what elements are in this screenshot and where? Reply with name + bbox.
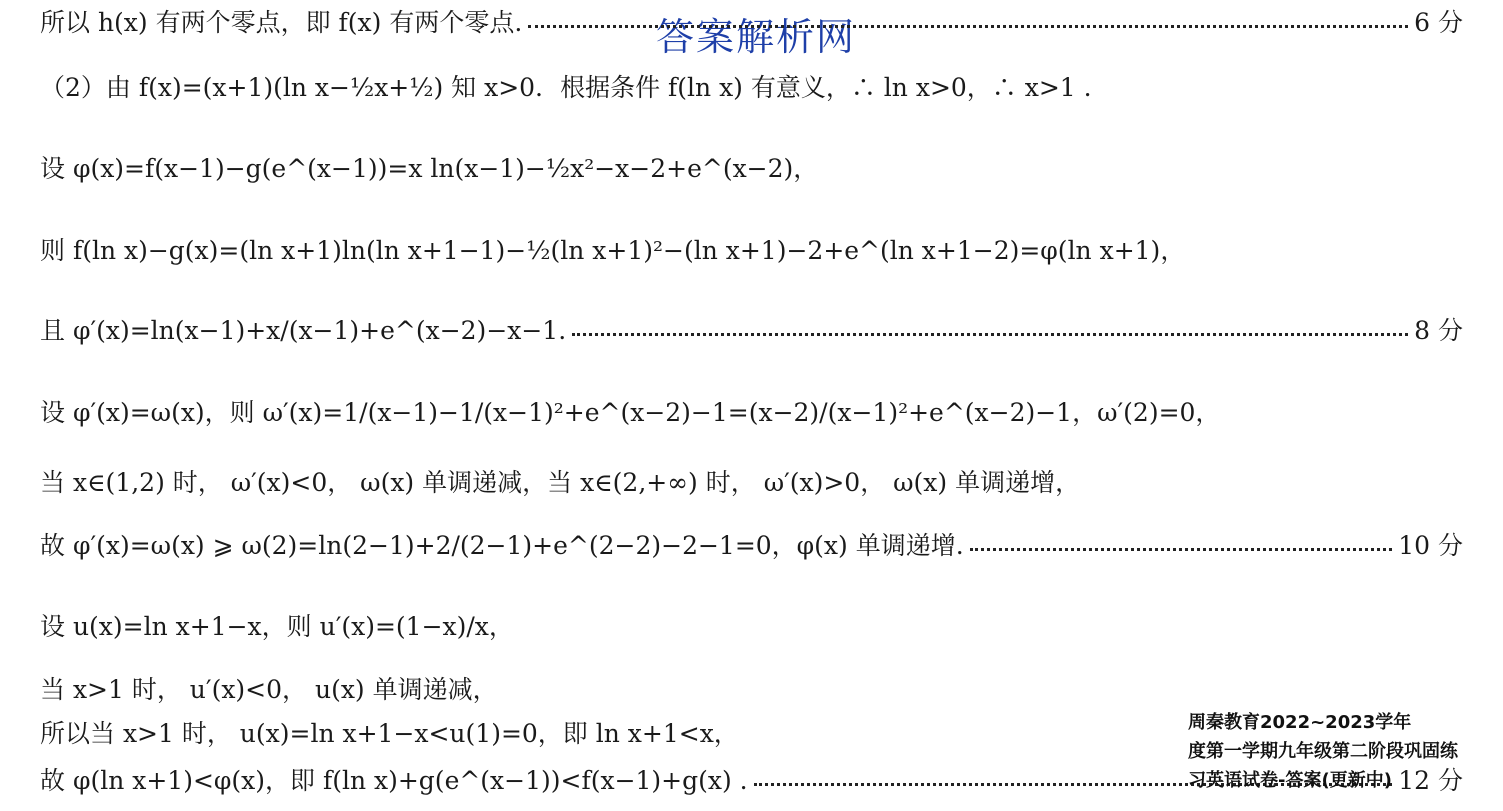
solution-line-10 [40, 677, 1463, 702]
line-text: 所以当 x>1 时， u(x)=ln x+1−x<u(1)=0，即 ln x+1<x， [40, 719, 739, 748]
line-text: 则 f(ln x)−g(x)=(ln x+1)ln(ln x+1−1)−½(ln x+1)²−(ln x+1)−2+e^(ln x+1−2)=φ(ln x+1)， [40, 236, 1186, 265]
dot-leader [970, 548, 1393, 551]
stamp-line-2: 度第一学期九年级第二阶段巩固练 [1188, 741, 1458, 762]
line-text: 当 x>1 时， u′(x)<0， u(x) 单调递减， [40, 675, 498, 704]
solution-line-6 [40, 400, 1463, 425]
line-text: 设 u(x)=ln x+1−x，则 u′(x)=(1−x)/x， [40, 612, 514, 641]
line-text: 且 φ′(x)=ln(x−1)+x/(x−1)+e^(x−2)−x−1. [40, 316, 567, 345]
solution-line-2 [40, 75, 1463, 100]
dot-leader [528, 25, 1408, 28]
line-text: 设 φ′(x)=ω(x)，则 ω′(x)=1/(x−1)−1/(x−1)²+e^(x−2)−1=(x−2)/(x−1)²+e^(x−2)−1，ω′(2)=0， [40, 398, 1221, 427]
line-text: （2）由 f(x)=(x+1)(ln x−½x+½) 知 x>0．根据条件 f(ln x) 有意义，∴ ln x>0，∴ x>1 . [40, 73, 1092, 102]
solution-line-7 [40, 470, 1463, 495]
line-text: 故 φ′(x)=ω(x) ⩾ ω(2)=ln(2−1)+2/(2−1)+e^(2−2)−2−1=0，φ(x) 单调递增. [40, 531, 964, 560]
solution-line-8 [40, 533, 1463, 558]
score-label: 12 分 [1398, 766, 1463, 795]
source-stamp [1188, 708, 1498, 795]
solution-line-1 [40, 10, 1463, 35]
solution-line-9 [40, 614, 1463, 639]
score-label: 6 分 [1414, 8, 1463, 37]
score-label: 8 分 [1414, 316, 1463, 345]
stamp-line-1: 周秦教育2022~2023学年 [1188, 712, 1412, 733]
solution-line-5 [40, 318, 1463, 343]
dot-leader [572, 333, 1408, 336]
solution-line-4 [40, 238, 1463, 263]
line-text: 设 φ(x)=f(x−1)−g(e^(x−1))=x ln(x−1)−½x²−x−2+e^(x−2)， [40, 154, 819, 183]
watermark-text: 答案解析网 [656, 15, 857, 59]
stamp-line-3: 习英语试卷-答案(更新中) [1188, 770, 1392, 791]
line-text: 当 x∈(1,2) 时， ω′(x)<0， ω(x) 单调递减，当 x∈(2,+∞) 时， ω′(x)>0， ω(x) 单调递增， [40, 468, 1081, 497]
line-text: 所以 h(x) 有两个零点，即 f(x) 有两个零点. [40, 8, 523, 37]
solution-line-3 [40, 156, 1463, 181]
line-text: 故 φ(ln x+1)<φ(x)，即 f(ln x)+g(e^(x−1))<f(x−1)+g(x) . [40, 766, 748, 795]
score-label: 10 分 [1398, 531, 1463, 560]
